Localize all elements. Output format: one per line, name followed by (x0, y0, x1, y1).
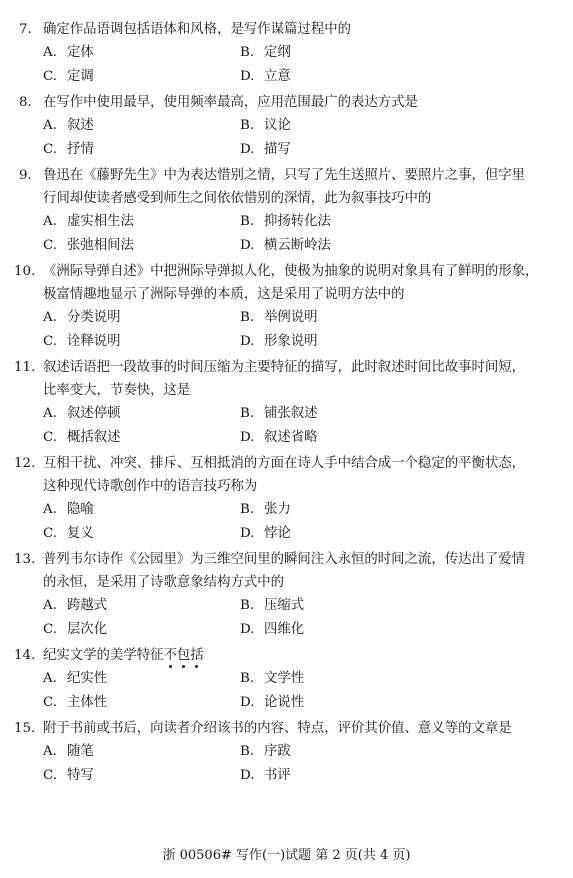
option-c: C. 主体性 (43, 695, 108, 710)
question-number: 9. (19, 168, 32, 183)
question-10 (0, 260, 573, 354)
stem-line: 确定作品语调包括语体和风格，是写作谋篇过程中的 (43, 22, 351, 37)
option-a: A. 定体 (43, 45, 94, 60)
option-a: A. 叙述停顿 (43, 406, 121, 421)
option-d: D. 形象说明 (240, 334, 318, 349)
option-c: C. 复义 (43, 526, 94, 541)
stem-line: 附于书前或书后，向读者介绍该书的内容、特点，评价其价值、意义等的文章是 (43, 721, 512, 736)
option-d: D. 立意 (240, 69, 291, 84)
option-c: C. 诠释说明 (43, 334, 121, 349)
option-c: C. 概括叙述 (43, 430, 121, 445)
option-b: B. 压缩式 (240, 598, 305, 613)
option-d: D. 书评 (240, 768, 291, 783)
question-number: 15. (14, 721, 36, 736)
question-number: 7. (19, 22, 32, 37)
option-b: B. 铺张叙述 (240, 406, 318, 421)
stem-line: 比率变大，节奏快，这是 (43, 383, 191, 398)
page-footer: 浙 00506# 写作(一)试题 第 2 页(共 4 页) (162, 848, 411, 863)
emphasis-char: 包 (177, 648, 190, 663)
option-c: C. 抒情 (43, 142, 94, 157)
stem-line: 普列韦尔诗作《公园里》为三维空间里的瞬间注入永恒的时间之流，传达出了爱情 (43, 552, 526, 567)
question-number: 13. (14, 552, 36, 567)
question-stem (0, 164, 573, 210)
question-7 (0, 18, 573, 89)
option-d: D. 悖论 (240, 526, 291, 541)
stem-line: 这种现代诗歌创作中的语言技巧称为 (43, 479, 258, 494)
question-13 (0, 548, 573, 642)
question-stem (0, 260, 573, 306)
option-a: A. 分类说明 (43, 310, 121, 325)
question-15 (0, 717, 573, 788)
question-stem (0, 18, 573, 41)
stem-line: 行间却使读者感受到师生之间依依惜别的深情，此为叙事技巧中的 (43, 191, 432, 206)
option-c: C. 层次化 (43, 622, 108, 637)
question-stem (0, 91, 573, 114)
option-b: B. 抑扬转化法 (240, 214, 331, 229)
stem-line: 纪实文学的美学特征不 包 括 (43, 644, 555, 667)
option-c: C. 张弛相间法 (43, 238, 134, 253)
option-a: A. 纪实性 (43, 671, 108, 686)
stem-line: 的永恒，是采用了诗歌意象结构方式中的 (43, 575, 285, 590)
question-12 (0, 452, 573, 546)
option-a: A. 隐喻 (43, 502, 94, 517)
option-d: D. 描写 (240, 142, 291, 157)
question-number: 8. (19, 95, 32, 110)
option-b: B. 议论 (240, 118, 291, 133)
stem-line: 鲁迅在《藤野先生》中为表达惜别之情，只写了先生送照片、要照片之事，但字里 (43, 168, 526, 183)
question-14 (0, 644, 573, 715)
option-a: A. 跨越式 (43, 598, 108, 613)
option-b: B. 文学性 (240, 671, 305, 686)
option-c: C. 特写 (43, 768, 94, 783)
option-a: A. 随笔 (43, 744, 94, 759)
option-d: D. 论说性 (240, 695, 305, 710)
option-b: B. 张力 (240, 502, 291, 517)
option-a: A. 虚实相生法 (43, 214, 134, 229)
question-number: 10. (14, 264, 36, 279)
stem-line: 极富情趣地显示了洲际导弹的本质，这是采用了说明方法中的 (43, 287, 405, 302)
option-d: D. 叙述省略 (240, 430, 318, 445)
emphasis-char: 不 (164, 648, 177, 663)
stem-line: 在写作中使用最早，使用频率最高，应用范围最广的表达方式是 (43, 95, 418, 110)
stem-line: 互相干扰、冲突、排斥、互相抵消的方面在诗人手中结合成一个稳定的平衡状态， (43, 456, 526, 471)
option-c: C. 定调 (43, 69, 94, 84)
option-a: A. 叙述 (43, 118, 94, 133)
stem-line: 叙述话语把一段故事的时间压缩为主要特征的描写，此时叙述时间比故事时间短， (43, 360, 526, 375)
option-b: B. 定纲 (240, 45, 291, 60)
question-number: 12. (14, 456, 36, 471)
question-stem (0, 356, 573, 402)
emphasis-char: 括 (190, 648, 203, 663)
stem-line: 《洲际导弹自述》中把洲际导弹拟人化，使极为抽象的说明对象具有了鲜明的形象， (43, 264, 539, 279)
question-stem (0, 717, 573, 740)
question-stem (0, 548, 573, 594)
question-8 (0, 91, 573, 162)
option-b: B. 序跋 (240, 744, 291, 759)
option-b: B. 举例说明 (240, 310, 318, 325)
option-d: D. 四维化 (240, 622, 305, 637)
option-d: D. 横云断岭法 (240, 238, 331, 253)
question-number: 11. (14, 360, 36, 375)
question-11 (0, 356, 573, 450)
question-stem (0, 644, 573, 667)
question-9 (0, 164, 573, 258)
emphasis-dotted-text (164, 648, 204, 663)
question-number: 14. (14, 648, 36, 663)
question-stem (0, 452, 573, 498)
